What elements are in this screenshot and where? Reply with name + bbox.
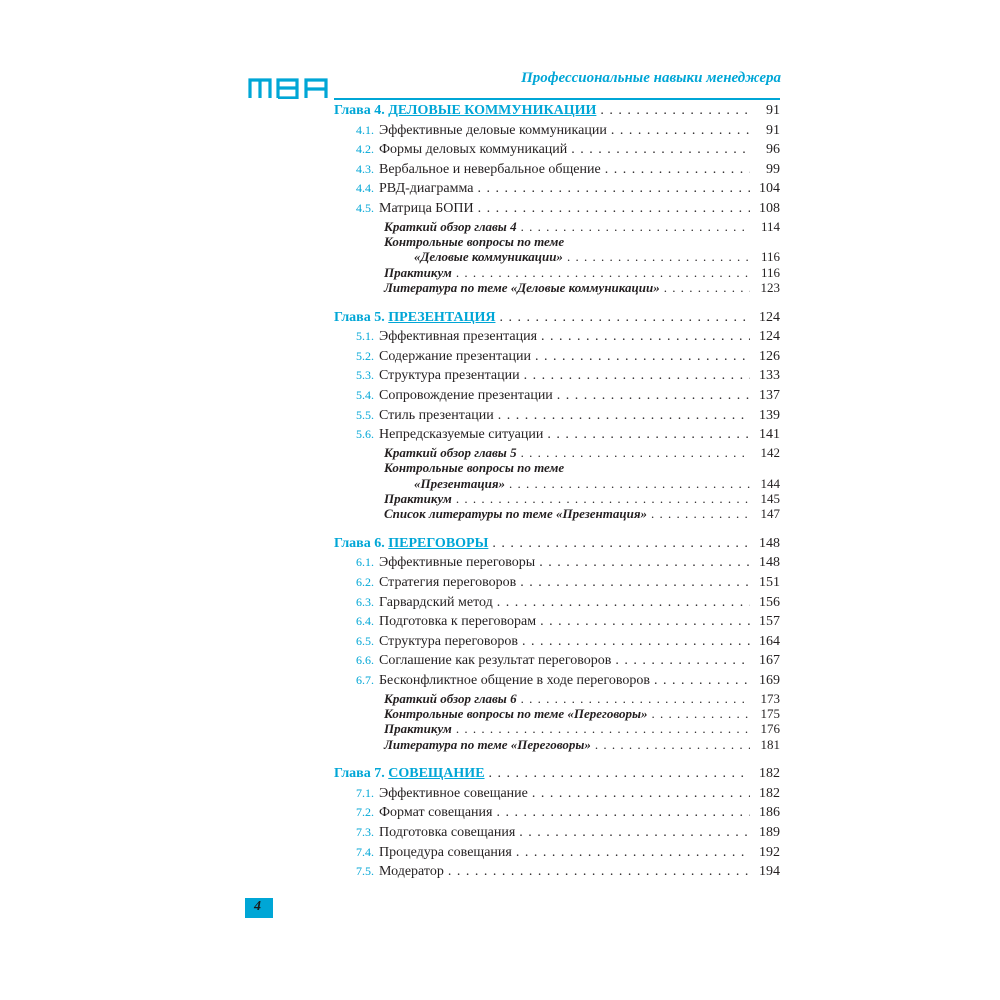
section-number: 7.1.	[356, 785, 374, 800]
page-ref: 142	[760, 444, 780, 460]
dot-leader	[563, 249, 750, 264]
dot-leader	[485, 764, 750, 784]
section-title: Сопровождение презентации	[379, 387, 553, 403]
page-ref: 123	[760, 280, 780, 296]
page-ref: 175	[760, 705, 780, 721]
dot-leader	[647, 506, 750, 521]
section-number: 5.6.	[356, 427, 374, 442]
page-ref: 139	[759, 407, 780, 423]
section-title: Матрица БОПИ	[379, 200, 474, 216]
chapter-label: Глава 7.	[334, 766, 385, 782]
chapter-entry[interactable]	[334, 534, 780, 554]
chapter-entry[interactable]	[334, 308, 780, 328]
page-ref: 126	[759, 348, 780, 364]
running-title: Профессиональные навыки менеджера	[521, 70, 781, 86]
chapter-block	[334, 101, 780, 296]
dot-leader	[518, 632, 750, 652]
extra-title: Контрольные вопросы по теме	[384, 460, 565, 476]
section-number: 6.3.	[356, 594, 374, 609]
section-entry[interactable]	[334, 327, 780, 347]
page-ref: 189	[759, 824, 780, 840]
section-number: 7.2.	[356, 805, 374, 820]
section-title: Структура переговоров	[379, 633, 518, 649]
section-number: 4.4.	[356, 181, 374, 196]
chapter-label: Глава 5.	[334, 309, 385, 325]
section-title: Эффективные деловые коммуникации	[379, 122, 607, 138]
chapter-block	[334, 764, 780, 882]
dot-leader	[492, 803, 750, 823]
page-ref: 91	[766, 103, 780, 118]
section-number: 4.2.	[356, 142, 374, 157]
dot-leader	[553, 386, 750, 406]
section-title: Стиль презентации	[379, 407, 494, 423]
section-number: 6.1.	[356, 555, 374, 570]
page-ref: 148	[759, 555, 780, 571]
extra-title: Практикум	[384, 264, 452, 280]
page-ref: 133	[759, 368, 780, 384]
extra-title-continued: «Деловые коммуникации»	[414, 249, 563, 265]
page-ref: 116	[760, 249, 780, 265]
page-ref: 182	[759, 785, 780, 801]
page-ref: 173	[760, 690, 780, 706]
section-number: 4.1.	[356, 122, 374, 137]
chapter-label: Глава 4.	[334, 103, 385, 118]
extra-title: Практикум	[384, 490, 452, 506]
section-number: 5.4.	[356, 387, 374, 402]
dot-leader	[650, 671, 750, 691]
extra-entry[interactable]	[334, 506, 780, 521]
extra-entry[interactable]	[334, 721, 780, 736]
section-number: 4.3.	[356, 161, 374, 176]
section-entry[interactable]	[334, 784, 780, 804]
section-title: Соглашение как результат переговоров	[379, 653, 612, 669]
dot-leader	[520, 366, 750, 386]
page-number-badge	[245, 898, 273, 918]
section-title: Бесконфликтное общение в ходе переговоров	[379, 672, 650, 688]
section-entry[interactable]	[334, 843, 780, 863]
dot-leader	[444, 862, 750, 882]
chapter-title	[334, 308, 495, 328]
dot-leader	[512, 843, 750, 863]
section-number: 7.5.	[356, 864, 374, 879]
section-entry[interactable]	[334, 406, 780, 426]
extra-entry[interactable]	[334, 691, 780, 706]
section-title: Эффективное совещание	[379, 785, 528, 801]
section-title: Процедура совещания	[379, 844, 512, 860]
section-number: 4.5.	[356, 200, 374, 215]
dot-leader	[535, 553, 750, 573]
extra-title-continued: «Презентация»	[414, 475, 506, 491]
section-number: 6.5.	[356, 633, 374, 648]
page-ref: 145	[760, 490, 780, 506]
chapter-block	[334, 534, 780, 752]
page-ref: 156	[759, 594, 780, 610]
extra-title: Список литературы по теме «Презентация»	[384, 506, 648, 522]
dot-leader	[495, 308, 750, 328]
page-ref: 192	[759, 844, 780, 860]
dot-leader	[536, 612, 750, 632]
section-entry[interactable]	[334, 553, 780, 573]
dot-leader	[543, 425, 750, 445]
section-entry[interactable]	[334, 632, 780, 652]
section-entry[interactable]	[334, 121, 780, 141]
extra-title: Краткий обзор главы 4	[384, 218, 517, 234]
dot-leader	[531, 347, 750, 367]
page-ref: 147	[760, 506, 780, 522]
dot-leader	[660, 280, 750, 295]
extra-title: Литература по теме «Переговоры»	[384, 736, 591, 752]
extra-entry[interactable]	[334, 249, 780, 264]
section-entry[interactable]	[334, 140, 780, 160]
extra-title: Краткий обзор главы 6	[384, 690, 517, 706]
chapter-entry[interactable]	[334, 101, 780, 121]
page-ref: 124	[759, 329, 780, 345]
page-ref: 91	[766, 122, 780, 138]
section-title: Эффективная презентация	[379, 329, 538, 345]
section-title: Формы деловых коммуникаций	[379, 142, 568, 158]
extra-title: Литература по теме «Деловые коммуникации»	[384, 280, 660, 296]
section-title: Содержание презентации	[379, 348, 531, 364]
page-ref: 104	[759, 181, 780, 197]
section-title: Формат совещания	[379, 805, 493, 821]
section-number: 5.1.	[356, 329, 374, 344]
section-number: 6.2.	[356, 574, 374, 589]
section-number: 5.2.	[356, 348, 374, 363]
section-number: 7.3.	[356, 824, 374, 839]
section-entry[interactable]	[334, 803, 780, 823]
section-entry[interactable]	[334, 199, 780, 219]
page-ref: 114	[760, 218, 780, 234]
page-ref: 137	[759, 387, 780, 403]
extra-entry[interactable]	[334, 706, 780, 721]
chapter-entry[interactable]	[334, 764, 780, 784]
dot-leader	[601, 160, 750, 180]
page-ref: 99	[766, 161, 780, 177]
extra-entry-line[interactable]	[334, 234, 780, 249]
chapter-title	[334, 101, 596, 121]
dot-leader	[517, 691, 750, 706]
page-ref: 141	[759, 427, 780, 443]
section-entry[interactable]	[334, 862, 780, 882]
dot-leader	[505, 476, 750, 491]
chapter-name: ПРЕЗЕНТАЦИЯ	[388, 309, 496, 325]
section-entry[interactable]	[334, 347, 780, 367]
section-entry[interactable]	[334, 612, 780, 632]
page-ref: 148	[759, 535, 780, 551]
section-number: 5.3.	[356, 368, 374, 383]
section-title: Модератор	[379, 864, 444, 880]
extra-entry[interactable]	[334, 737, 780, 752]
dot-leader	[488, 534, 750, 554]
dot-leader	[515, 823, 750, 843]
section-entry[interactable]	[334, 593, 780, 613]
dot-leader	[611, 651, 750, 671]
section-number: 6.6.	[356, 653, 374, 668]
dot-leader	[537, 327, 750, 347]
dot-leader	[528, 784, 750, 804]
mba-logo	[248, 77, 330, 99]
extra-entry[interactable]	[334, 219, 780, 234]
dot-leader	[473, 179, 750, 199]
section-title: Эффективные переговоры	[379, 555, 536, 571]
page-ref: 108	[759, 200, 780, 216]
section-title: Гарвардский метод	[379, 594, 493, 610]
extra-entry[interactable]	[334, 491, 780, 506]
section-number: 6.7.	[356, 672, 374, 687]
page-ref: 181	[760, 736, 780, 752]
section-title: Стратегия переговоров	[379, 574, 517, 590]
section-title: РВД-диаграмма	[379, 181, 474, 197]
extra-title: Практикум	[384, 721, 452, 737]
section-entry[interactable]	[334, 179, 780, 199]
page-number: 4	[254, 899, 261, 914]
page-ref: 164	[759, 633, 780, 649]
extra-title: Контрольные вопросы по теме «Переговоры»	[384, 705, 648, 721]
dot-leader	[648, 706, 750, 721]
section-entry[interactable]	[334, 823, 780, 843]
section-entry[interactable]	[334, 160, 780, 180]
section-number: 5.5.	[356, 407, 374, 422]
chapter-title	[334, 534, 488, 554]
section-number: 6.4.	[356, 614, 374, 629]
dot-leader	[494, 406, 750, 426]
chapter-label: Глава 6.	[334, 535, 385, 551]
extra-entry[interactable]	[334, 265, 780, 280]
section-title: Непредсказуемые ситуации	[379, 427, 544, 443]
dot-leader	[596, 101, 750, 121]
page-ref: 167	[759, 653, 780, 669]
section-entry[interactable]	[334, 671, 780, 691]
section-title: Подготовка к переговорам	[379, 614, 537, 630]
page-ref: 186	[759, 805, 780, 821]
page-ref: 182	[759, 766, 780, 782]
extra-entry[interactable]	[334, 476, 780, 491]
header-rule	[334, 98, 780, 100]
page-ref: 116	[760, 264, 780, 280]
page-ref: 157	[759, 614, 780, 630]
dot-leader	[607, 121, 750, 141]
page-ref: 96	[766, 142, 780, 158]
section-title: Вербальное и невербальное общение	[379, 161, 601, 177]
page-ref: 194	[759, 864, 780, 880]
extra-title: Контрольные вопросы по теме	[384, 233, 565, 249]
extra-entry-line[interactable]	[334, 460, 780, 475]
dot-leader	[493, 593, 750, 613]
page-ref: 169	[759, 672, 780, 688]
extra-entry[interactable]	[334, 280, 780, 295]
chapter-name: ДЕЛОВЫЕ КОММУНИКАЦИИ	[388, 103, 597, 118]
page-ref: 124	[759, 309, 780, 325]
page-ref: 151	[759, 574, 780, 590]
dot-leader	[452, 265, 750, 280]
section-title: Подготовка совещания	[379, 824, 516, 840]
chapter-name: СОВЕЩАНИЕ	[388, 766, 485, 782]
chapter-block	[334, 308, 780, 522]
dot-leader	[567, 140, 750, 160]
section-entry[interactable]	[334, 573, 780, 593]
extra-title: Краткий обзор главы 5	[384, 444, 517, 460]
page-ref: 144	[760, 475, 780, 491]
dot-leader	[452, 491, 750, 506]
extra-entry[interactable]	[334, 445, 780, 460]
dot-leader	[591, 737, 750, 752]
dot-leader	[452, 721, 750, 736]
section-entry[interactable]	[334, 366, 780, 386]
section-entry[interactable]	[334, 386, 780, 406]
chapter-title	[334, 764, 485, 784]
section-number: 7.4.	[356, 844, 374, 859]
section-entry[interactable]	[334, 651, 780, 671]
section-entry[interactable]	[334, 425, 780, 445]
page-ref: 176	[760, 721, 780, 737]
dot-leader	[474, 199, 750, 219]
section-title: Структура презентации	[379, 368, 520, 384]
chapter-name: ПЕРЕГОВОРЫ	[388, 535, 489, 551]
dot-leader	[517, 219, 750, 234]
dot-leader	[516, 573, 750, 593]
table-of-contents	[334, 101, 780, 894]
dot-leader	[517, 445, 750, 460]
